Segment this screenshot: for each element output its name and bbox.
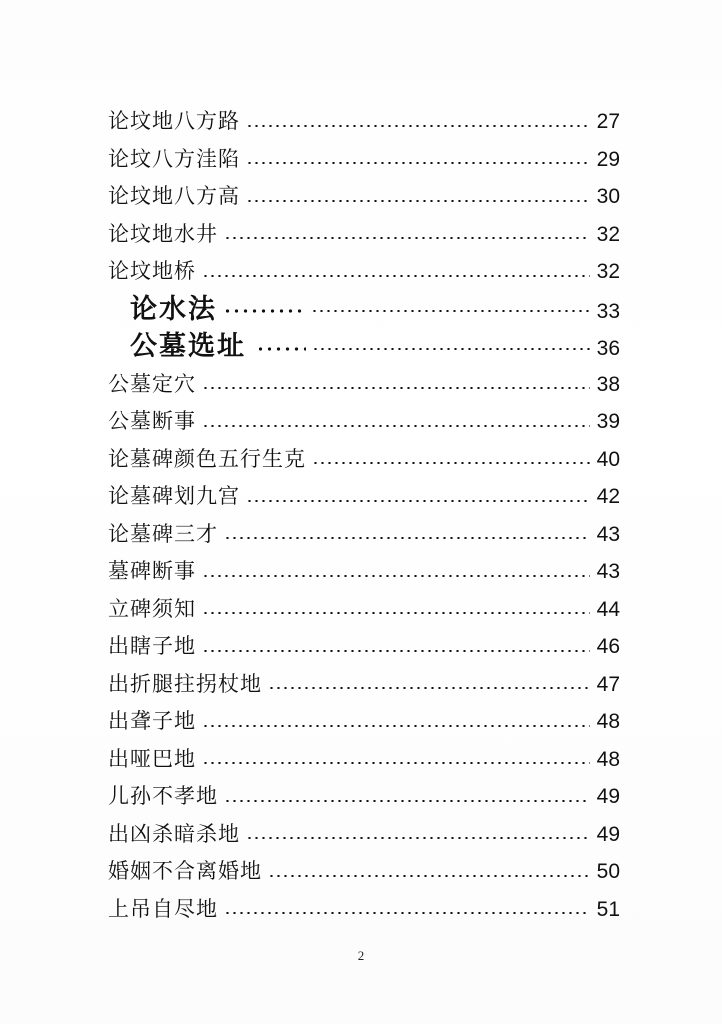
toc-entry-page: 43	[596, 560, 620, 583]
toc-entry-page: 39	[596, 410, 620, 433]
heavy-dot-leader	[256, 347, 306, 351]
toc-entry-page: 38	[596, 372, 620, 396]
toc-entry-page: 48	[596, 710, 620, 733]
dot-leader	[268, 875, 590, 877]
toc-entry-page: 29	[596, 147, 620, 171]
dot-leader	[202, 612, 590, 614]
toc-entry	[108, 591, 620, 629]
toc-entry-page: 32	[596, 260, 620, 283]
toc-entry-page: 49	[596, 785, 620, 808]
toc-entry-page: 27	[596, 110, 620, 133]
dot-leader	[246, 200, 590, 202]
toc-section-entry	[108, 328, 620, 366]
dot-leader	[202, 387, 590, 389]
toc-entry-title: 公墓定穴	[108, 371, 196, 396]
toc-entry	[108, 778, 620, 816]
toc-entry-page: 40	[596, 447, 620, 471]
toc-entry	[108, 853, 620, 891]
toc-entry	[108, 103, 620, 141]
toc-entry-page: 33	[596, 299, 620, 323]
toc-entry	[108, 553, 620, 591]
toc-entry-title: 上吊自尽地	[108, 896, 218, 921]
toc-entry	[108, 403, 620, 441]
toc-entry	[108, 666, 620, 704]
toc-entry-title: 出凶杀暗杀地	[108, 821, 240, 846]
toc-entry	[108, 478, 620, 516]
toc-entry-page: 43	[596, 522, 620, 546]
dot-leader	[202, 725, 590, 727]
toc-entry-title: 立碑须知	[108, 596, 196, 621]
toc-entry-page: 51	[596, 897, 620, 921]
toc-entry-page: 46	[596, 635, 620, 658]
heavy-dot-leader	[223, 309, 305, 313]
toc-entry-title: 墓碑断事	[108, 559, 196, 583]
toc-entry-page: 50	[596, 860, 620, 883]
toc-entry	[108, 816, 620, 854]
toc-entry	[108, 366, 620, 404]
toc-entry-page: 30	[596, 185, 620, 208]
table-of-contents	[108, 103, 620, 928]
toc-entry-page: 36	[596, 337, 620, 360]
toc-entry	[108, 178, 620, 216]
dot-leader	[202, 425, 590, 427]
toc-entry	[108, 741, 620, 779]
dot-leader	[224, 537, 590, 539]
dot-leader	[202, 575, 590, 577]
dot-leader	[224, 912, 590, 914]
toc-entry-title: 论坟地桥	[108, 259, 196, 283]
toc-entry	[108, 141, 620, 179]
toc-entry-title: 论墓碑划九宫	[108, 484, 240, 508]
dot-leader	[224, 800, 590, 802]
dot-leader	[202, 275, 590, 277]
toc-entry-title: 出聋子地	[108, 709, 196, 733]
toc-entry-page: 44	[596, 597, 620, 621]
dot-leader	[202, 650, 590, 652]
toc-entry-title: 婚姻不合离婚地	[108, 859, 262, 883]
toc-entry	[108, 253, 620, 291]
dot-leader	[312, 348, 590, 350]
toc-section-entry	[108, 291, 620, 329]
toc-entry-title: 出瞎子地	[108, 634, 196, 658]
toc-entry	[108, 628, 620, 666]
toc-entry	[108, 891, 620, 929]
toc-entry-title: 论墓碑颜色五行生克	[108, 446, 306, 471]
dot-leader	[246, 837, 590, 839]
toc-entry-title: 儿孙不孝地	[108, 784, 218, 808]
dot-leader	[202, 762, 590, 764]
toc-entry	[108, 703, 620, 741]
toc-entry-title: 出哑巴地	[108, 746, 196, 771]
dot-leader	[312, 462, 590, 464]
toc-entry-page: 47	[596, 672, 620, 696]
dot-leader	[268, 687, 590, 689]
toc-entry-title: 出折腿拄拐杖地	[108, 671, 262, 696]
dot-leader	[246, 162, 590, 164]
dot-leader	[224, 237, 590, 239]
toc-entry-title: 论坟地八方路	[108, 109, 240, 133]
dot-leader	[311, 310, 590, 312]
toc-entry-title: 论墓碑三才	[108, 521, 218, 546]
toc-entry-page: 42	[596, 485, 620, 508]
toc-entry	[108, 216, 620, 254]
toc-section-title: 论水法	[130, 293, 217, 325]
toc-entry-page: 48	[596, 747, 620, 771]
toc-entry	[108, 441, 620, 479]
toc-entry-title: 论坟地八方高	[108, 184, 240, 208]
dot-leader	[246, 500, 590, 502]
toc-entry-page: 32	[596, 222, 620, 246]
toc-section-title: 公墓选址	[130, 331, 246, 362]
toc-entry-title: 公墓断事	[108, 409, 196, 433]
toc-entry-title: 论坟地水井	[108, 221, 218, 246]
dot-leader	[246, 125, 590, 127]
page-number: 2	[357, 948, 365, 963]
toc-entry-title: 论坟八方洼陷	[108, 146, 240, 171]
toc-entry-page: 49	[596, 822, 620, 846]
toc-entry	[108, 516, 620, 554]
